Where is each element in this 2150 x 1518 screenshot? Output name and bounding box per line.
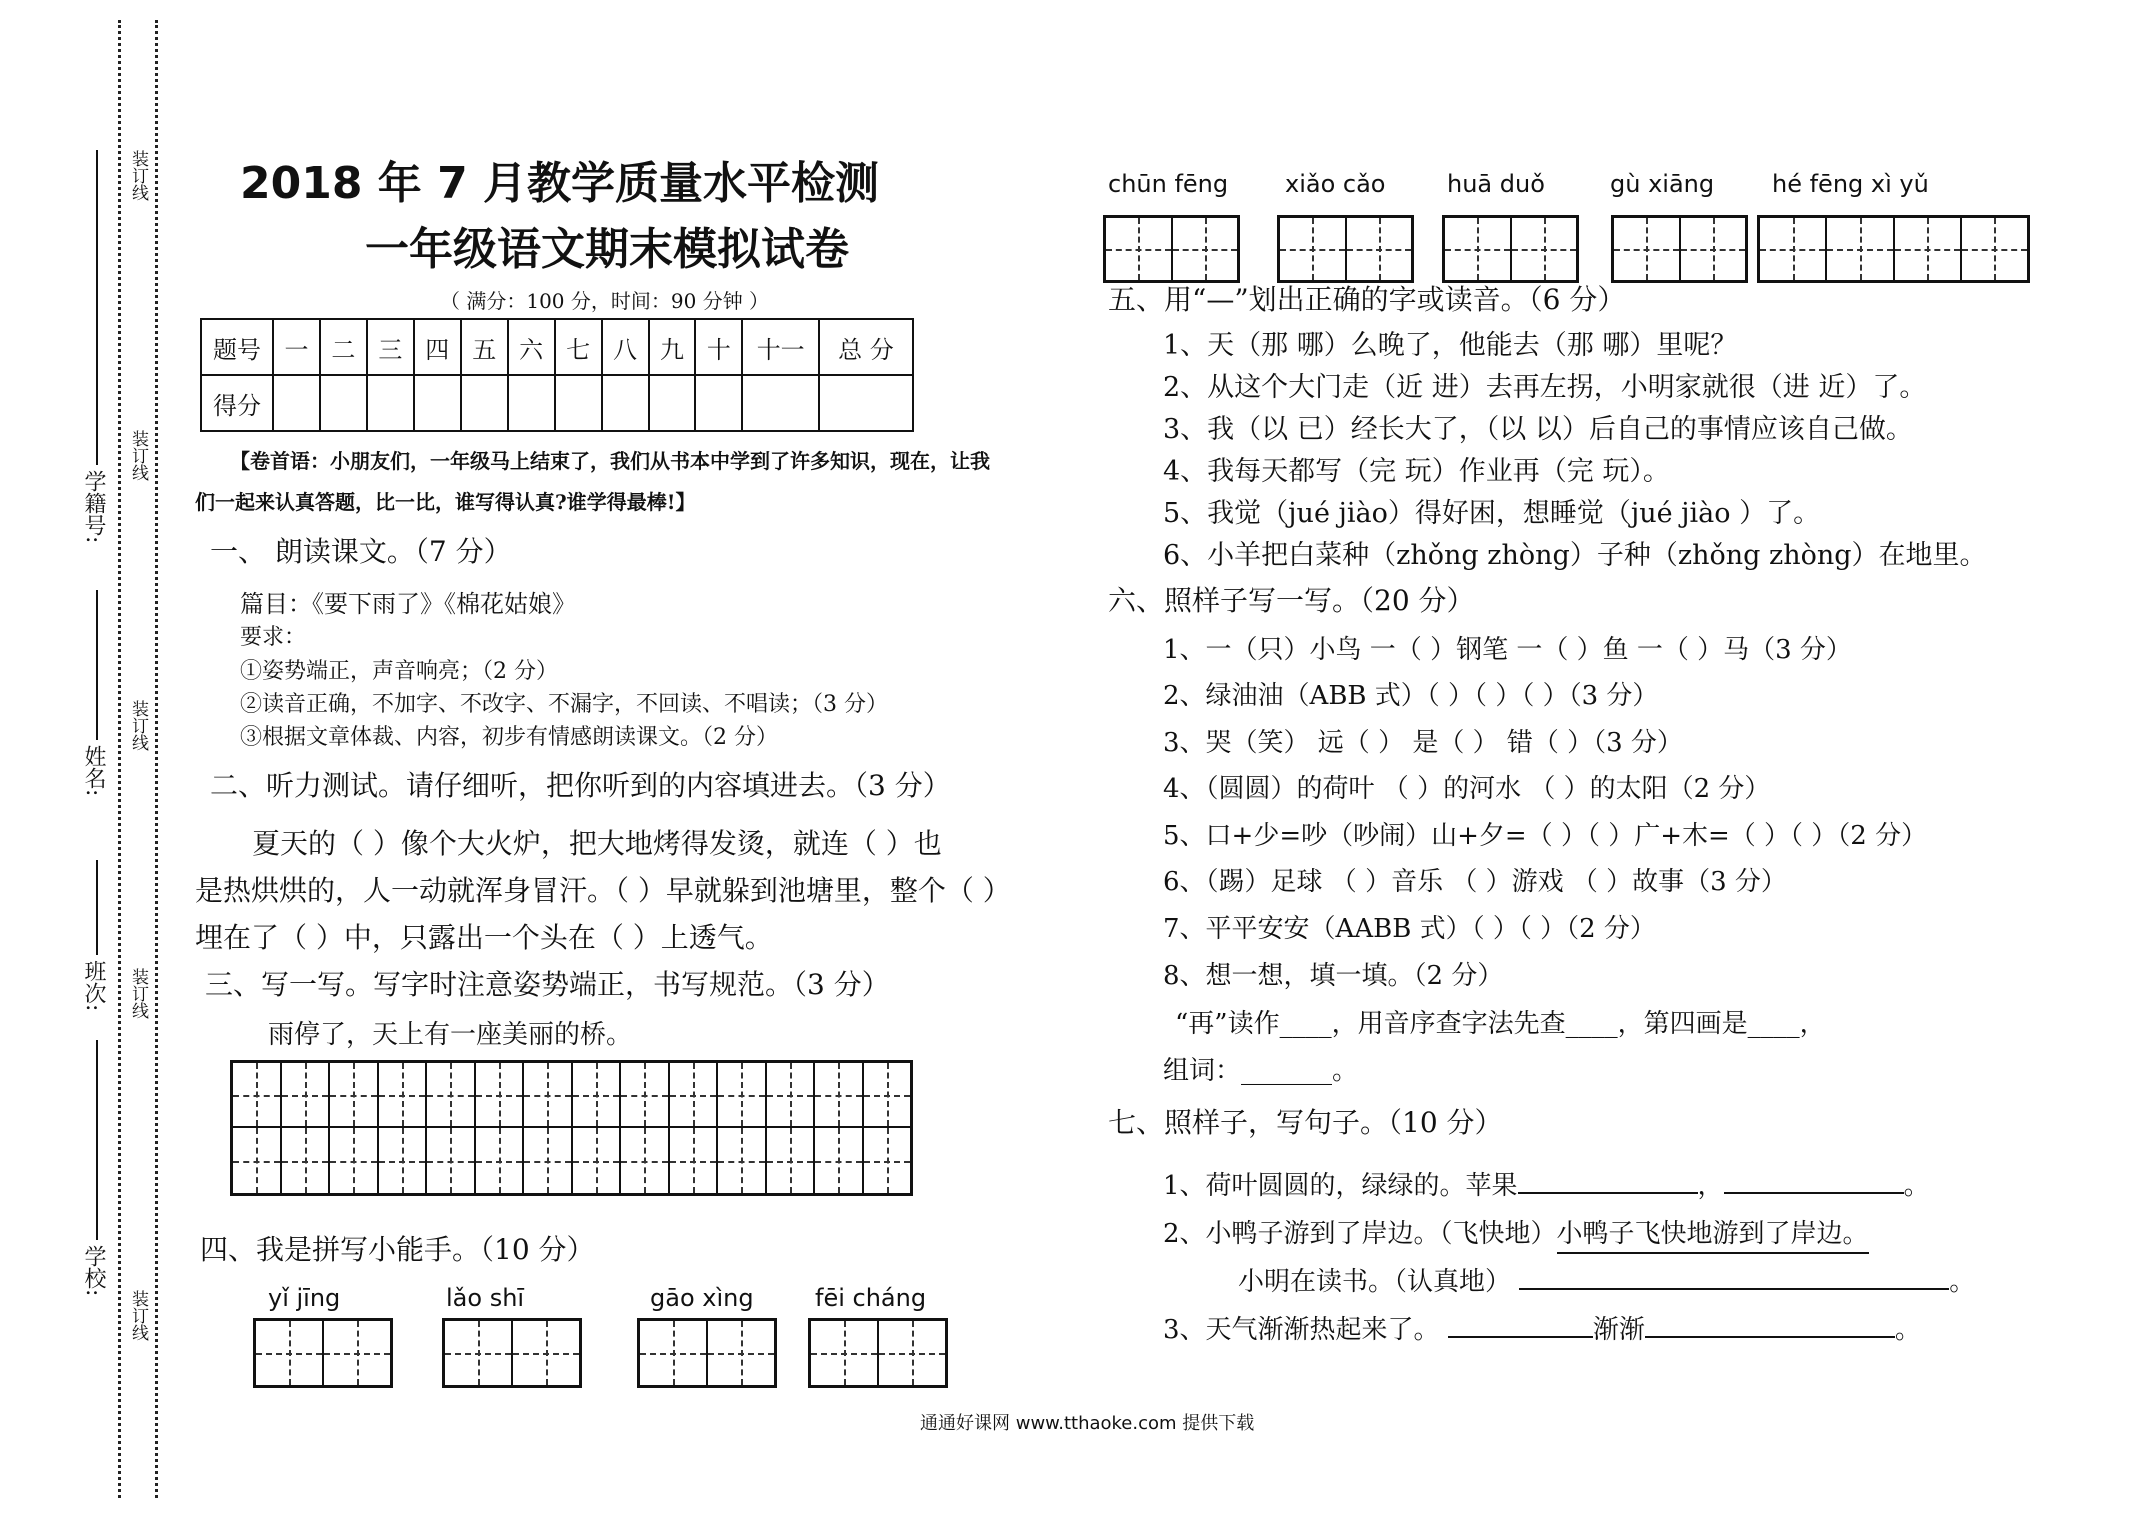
score-cell-header: 十 bbox=[695, 319, 742, 375]
section2-line3: 埋在了（ ）中，只露出一个头在（ ）上透气。 bbox=[195, 921, 773, 954]
binding-line-label-1: 装订线 bbox=[128, 150, 148, 201]
section7-item3-blank1[interactable] bbox=[1448, 1336, 1593, 1338]
grid-feichang[interactable] bbox=[808, 1318, 948, 1388]
section2-line1: 夏天的（ ）像个大火炉，把大地烤得发烫，就连（ ）也 bbox=[252, 827, 942, 860]
score-cell-header: 二 bbox=[320, 319, 367, 375]
score-cell-header: 三 bbox=[367, 319, 414, 375]
pinyin-yijing: yǐ jīng bbox=[268, 1284, 341, 1312]
score-entry-cell[interactable] bbox=[602, 375, 649, 431]
score-entry-cell[interactable] bbox=[414, 375, 461, 431]
section5-item: 5、我觉（jué jiào）得好困，想睡觉（jué jiào ）了。 bbox=[1163, 498, 1821, 529]
score-entry-cell[interactable] bbox=[649, 375, 696, 431]
grid-hefengxiyu[interactable] bbox=[1757, 215, 2030, 283]
section7-item1-sep: ， bbox=[1697, 1171, 1724, 1201]
score-cell-header: 十一 bbox=[742, 319, 819, 375]
grid-gaoxing[interactable] bbox=[637, 1318, 777, 1388]
score-entry-cell[interactable] bbox=[742, 375, 819, 431]
section6-item: 3、哭（笑） 远（ ） 是（ ） 错（ ）（3 分） bbox=[1163, 728, 1683, 758]
pinyin-chunfeng: chūn fēng bbox=[1108, 170, 1229, 198]
score-cell-header: 七 bbox=[555, 319, 602, 375]
section6-fill-line2[interactable]: 组词：_______。 bbox=[1163, 1056, 1359, 1086]
student-id-label: 学籍号: bbox=[81, 470, 106, 544]
section6-item: 2、绿油油（ABB 式）（ ）（ ）（ ）（3 分） bbox=[1163, 681, 1659, 711]
section6-item: 6、（踢）足球 （ ）音乐 （ ）游戏 （ ）故事（3 分） bbox=[1163, 867, 1787, 897]
score-entry-cell[interactable] bbox=[819, 375, 913, 431]
section5-item: 3、我（以 已）经长大了，（以 以）后自己的事情应该自己做。 bbox=[1163, 414, 1913, 445]
section4-heading: 四、我是拼写小能手。（10 分） bbox=[200, 1233, 595, 1266]
name-label: 姓名: bbox=[81, 745, 106, 797]
score-cell-header: 总 分 bbox=[819, 319, 913, 375]
score-entry-cell[interactable] bbox=[695, 375, 742, 431]
binding-line-label-5: 装订线 bbox=[128, 1290, 148, 1341]
section5-item: 1、天（那 哪）么晚了，他能去（那 哪）里呢？ bbox=[1163, 330, 1738, 361]
exam-title-line2: 一年级语文期末模拟试卷 bbox=[365, 224, 849, 275]
section7-item1-blank2[interactable] bbox=[1724, 1192, 1904, 1194]
pinyin-guxiang: gù xiāng bbox=[1610, 170, 1715, 198]
section5-heading: 五、用“—”划出正确的字或读音。（6 分） bbox=[1108, 283, 1626, 316]
footer-source: 通通好课网 www.tthaoke.com 提供下载 bbox=[920, 1413, 1255, 1434]
pinyin-gaoxing: gāo xìng bbox=[650, 1284, 754, 1312]
binding-line-label-4: 装订线 bbox=[128, 968, 148, 1019]
school-line[interactable] bbox=[96, 1040, 98, 1240]
pinyin-xiaocao: xiǎo cǎo bbox=[1285, 170, 1386, 198]
section7-item1 bbox=[1163, 1168, 1930, 1204]
score-cell-header: 六 bbox=[508, 319, 555, 375]
handwriting-grid-section3[interactable] bbox=[230, 1060, 913, 1196]
section1-req3: ③根据文章体裁、内容，初步有情感朗读课文。（2 分） bbox=[240, 725, 778, 750]
section7-item3-mid: 渐渐 bbox=[1592, 1315, 1645, 1345]
score-cell-header: 一 bbox=[273, 319, 320, 375]
score-entry-cell[interactable] bbox=[320, 375, 367, 431]
class-line[interactable] bbox=[96, 860, 98, 955]
grid-huaduo[interactable] bbox=[1442, 215, 1579, 283]
score-entry-cell[interactable] bbox=[367, 375, 414, 431]
score-table-header-row bbox=[201, 319, 913, 375]
grid-chunfeng[interactable] bbox=[1103, 215, 1240, 283]
grid-yijing[interactable] bbox=[253, 1318, 393, 1388]
score-cell-header: 五 bbox=[461, 319, 508, 375]
section6-item: 5、口+少=吵（吵闹）山+夕=（ ）（ ）广+木=（ ）（ ）（2 分） bbox=[1163, 821, 1928, 851]
school-label: 学校: bbox=[81, 1245, 106, 1297]
exam-title-line1: 2018 年 7 月教学质量水平检测 bbox=[240, 158, 880, 209]
score-entry-cell[interactable] bbox=[273, 375, 320, 431]
pinyin-laoshi: lǎo shī bbox=[446, 1284, 525, 1312]
section6-fill-line1[interactable]: “再”读作____，用音序查字法先查____，第四画是____， bbox=[1175, 1009, 1826, 1039]
pinyin-huaduo: huā duǒ bbox=[1447, 170, 1545, 198]
student-id-line[interactable] bbox=[96, 150, 98, 465]
section5-item: 4、我每天都写（完 玩）作业再（完 玩）。 bbox=[1163, 456, 1670, 487]
section7-item1-blank1[interactable] bbox=[1518, 1192, 1698, 1194]
pinyin-hefengxiyu: hé fēng xì yǔ bbox=[1772, 170, 1929, 198]
section7-item3 bbox=[1163, 1312, 1921, 1348]
section6-heading: 六、照样子写一写。（20 分） bbox=[1108, 584, 1475, 617]
section7-item1-prefix: 1、荷叶圆圆的，绿绿的。苹果 bbox=[1163, 1171, 1518, 1201]
binding-line-label-3: 装订线 bbox=[128, 700, 148, 751]
section7-item2-prefix: 2、小鸭子游到了岸边。（飞快地） bbox=[1163, 1219, 1557, 1249]
score-table-score-row bbox=[201, 375, 913, 431]
score-entry-cell[interactable] bbox=[461, 375, 508, 431]
section5-item: 2、从这个大门走（近 进）去再左拐，小明家就很（进 近）了。 bbox=[1163, 372, 1927, 403]
section6-item: 7、平平安安（AABB 式）（ ）（ ）（2 分） bbox=[1163, 914, 1656, 944]
section6-item: 1、一（只）小鸟 一（ ）钢笔 一（ ）鱼 一（ ）马（3 分） bbox=[1163, 635, 1852, 665]
score-cell-header: 九 bbox=[649, 319, 696, 375]
section7-item2b-end: 。 bbox=[1949, 1267, 1976, 1297]
score-entry-cell[interactable] bbox=[555, 375, 602, 431]
grid-xiaocao[interactable] bbox=[1277, 215, 1414, 283]
section3-sentence: 雨停了，天上有一座美丽的桥。 bbox=[268, 1020, 633, 1050]
score-cell-header: 题号 bbox=[201, 319, 273, 375]
binding-line-label-2: 装订线 bbox=[128, 430, 148, 481]
section7-item3-blank2[interactable] bbox=[1645, 1336, 1895, 1338]
preface-line2: 们一起来认真答题，比一比，谁写得认真?谁学得最棒!】 bbox=[195, 490, 696, 514]
name-line[interactable] bbox=[96, 590, 98, 740]
section1-req2: ②读音正确，不加字、不改字、不漏字，不回读、不唱读；（3 分） bbox=[240, 692, 888, 717]
binding-dotted-line-outer bbox=[118, 20, 121, 1498]
section6-item: 8、想一想，填一填。（2 分） bbox=[1163, 961, 1504, 991]
score-table bbox=[200, 318, 914, 432]
class-label: 班次: bbox=[81, 960, 106, 1012]
pinyin-feichang: fēi cháng bbox=[815, 1284, 927, 1312]
section7-item2b-prefix: 小明在读书。（认真地） bbox=[1238, 1267, 1512, 1297]
preface-line1: 【卷首语：小朋友们，一年级马上结束了，我们从书本中学到了许多知识，现在，让我 bbox=[230, 449, 990, 473]
section7-item1-end: 。 bbox=[1903, 1171, 1930, 1201]
section2-heading: 二、听力测试。请仔细听，把你听到的内容填进去。（3 分） bbox=[210, 769, 951, 802]
section7-heading: 七、照样子，写句子。（10 分） bbox=[1108, 1106, 1503, 1139]
score-entry-cell[interactable] bbox=[508, 375, 555, 431]
section7-item2b bbox=[1238, 1264, 1975, 1300]
score-cell-header: 八 bbox=[602, 319, 649, 375]
section6-item: 4、（圆圆）的荷叶 （ ）的河水 （ ）的太阳（2 分） bbox=[1163, 774, 1771, 804]
section5-item: 6、小羊把白菜种（zhǒng zhòng）子种（zhǒng zhòng）在地里。 bbox=[1163, 540, 1987, 571]
section7-item2-example: 小鸭子飞快地游到了岸边。 bbox=[1557, 1216, 1869, 1254]
section7-item2b-blank[interactable] bbox=[1519, 1288, 1949, 1290]
binding-dotted-line-inner bbox=[155, 20, 158, 1498]
grid-laoshi[interactable] bbox=[442, 1318, 582, 1388]
grid-guxiang[interactable] bbox=[1611, 215, 1748, 283]
section2-line2: 是热烘烘的，人一动就浑身冒汗。（ ）早就躲到池塘里，整个（ ） bbox=[195, 874, 1011, 907]
exam-subtitle: （ 满分：100 分，时间：90 分钟 ） bbox=[440, 289, 770, 313]
section1-requirements-label: 要求： bbox=[240, 625, 307, 650]
section1-passages: 篇目：《要下雨了》《棉花姑娘》 bbox=[240, 590, 576, 618]
section7-item3-end: 。 bbox=[1894, 1315, 1921, 1345]
section7-item3-prefix: 3、天气渐渐热起来了。 bbox=[1163, 1315, 1440, 1345]
section3-heading: 三、写一写。写字时注意姿势端正，书写规范。（3 分） bbox=[205, 968, 890, 1001]
section7-item2 bbox=[1163, 1216, 1869, 1254]
score-row-label: 得分 bbox=[201, 375, 273, 431]
section1-heading: 一、 朗读课文。（7 分） bbox=[210, 535, 512, 568]
score-cell-header: 四 bbox=[414, 319, 461, 375]
section1-req1: ①姿势端正，声音响亮；（2 分） bbox=[240, 659, 558, 684]
